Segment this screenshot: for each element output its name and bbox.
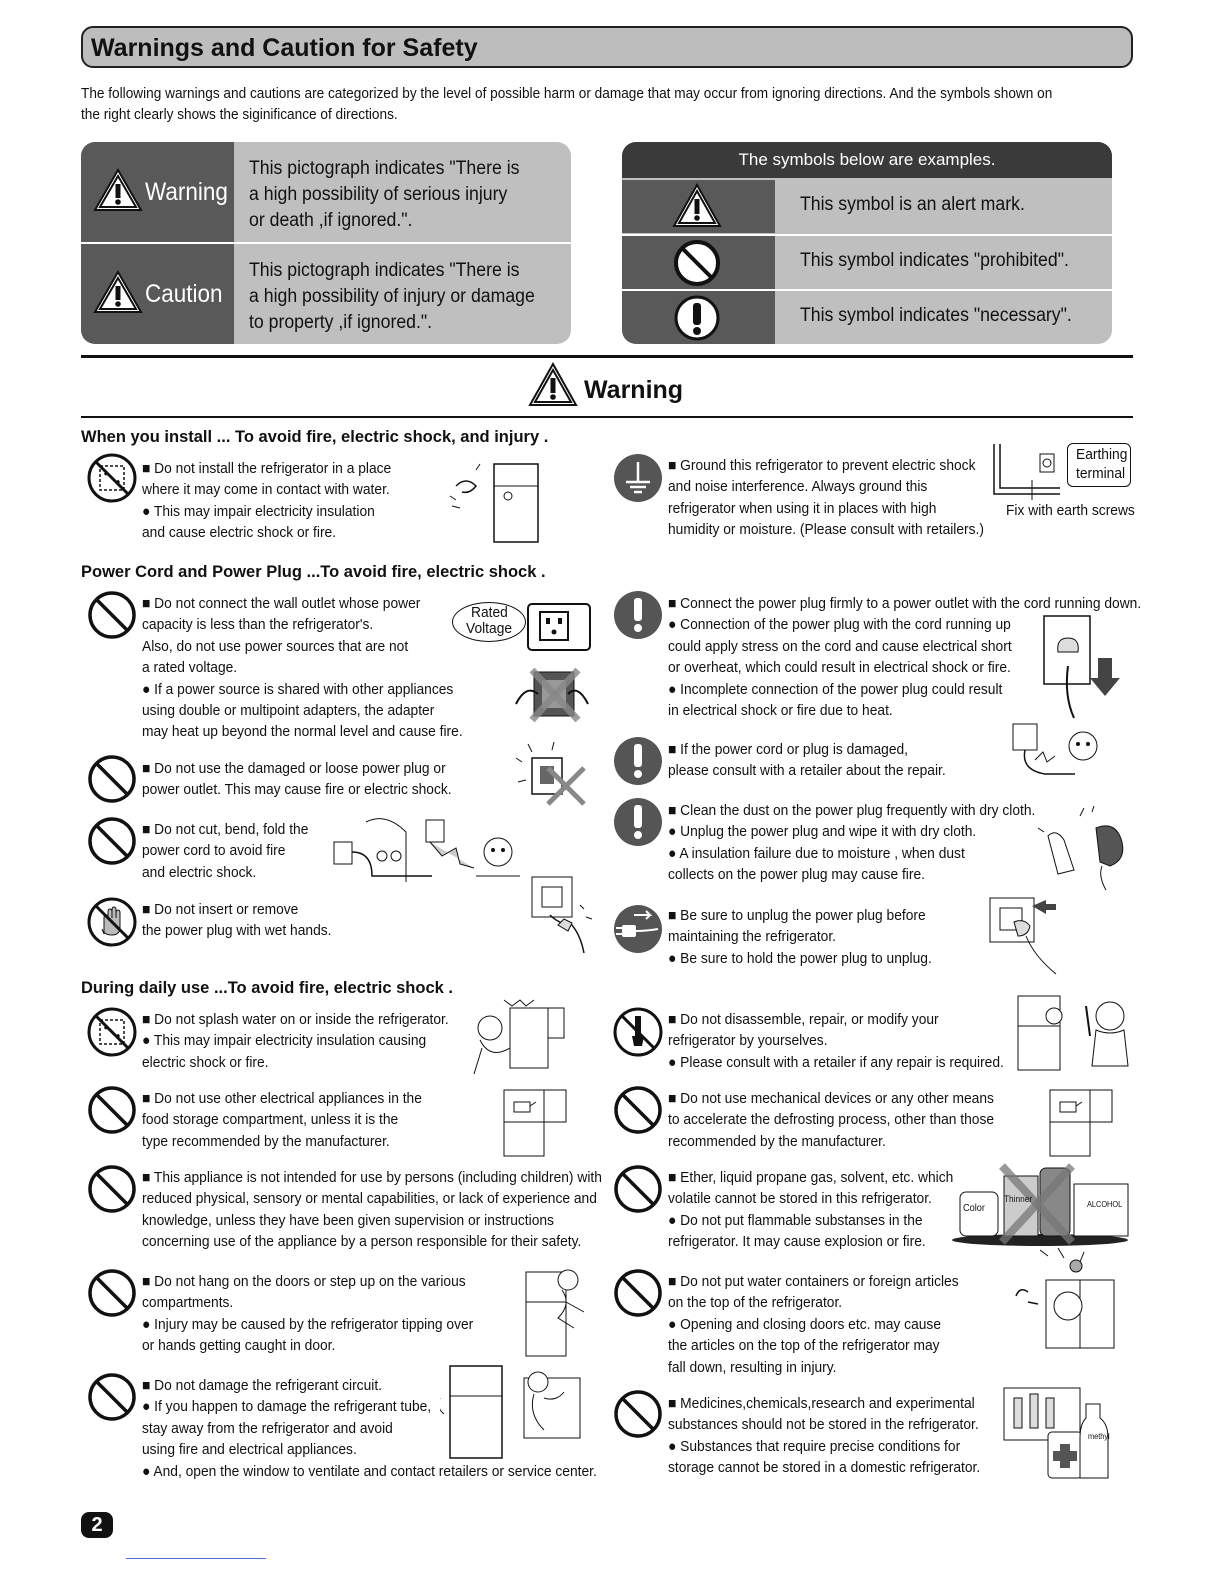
legend-caution-line: This pictograph indicates "There is: [249, 260, 520, 281]
necessary-icon: [672, 294, 722, 342]
item-line: ■ Connect the power plug firmly to a power outlet with the cord running down.: [668, 595, 1142, 612]
section-heading-power: Power Cord and Power Plug ...To avoid fire, electric shock .: [81, 563, 546, 581]
cord-bending-illustration: [326, 812, 520, 892]
item-line: ● This may impair electricity insulation causing: [142, 1032, 427, 1050]
item-line: volatile cannot be stored in this refrigerator.: [668, 1190, 932, 1208]
item-cord-bend: [142, 819, 308, 883]
item-line: ● This may impair electricity insulation: [142, 502, 375, 520]
prohibited-icon: [86, 1163, 138, 1215]
item-line: ■ Do not use other electrical appliances in the: [142, 1090, 422, 1107]
item-line: ● Opening and closing doors etc. may cause: [668, 1315, 941, 1333]
wipe-plug-illustration: [1036, 806, 1132, 890]
item-line: ■ This appliance is not intended for use by persons (including children) with: [142, 1169, 602, 1186]
item-line: maintaining the refrigerator.: [668, 928, 837, 946]
item-line: power outlet. This may cause fire or electric shock.: [142, 781, 452, 799]
item-wet-hands: [142, 899, 331, 942]
legend-warning-line: or death ,if ignored.".: [249, 210, 413, 231]
intro-text: [81, 84, 1053, 126]
warning-heading-text: Warning: [584, 376, 684, 404]
prohibited-icon: [612, 1084, 664, 1136]
item-line: ■ Ground this refrigerator to prevent electric shock: [668, 457, 976, 474]
item-line: ● Connection of the power plug with the cord running up: [668, 616, 1011, 634]
item-line: refrigerator. It may cause explosion or fire.: [668, 1233, 926, 1251]
prohibited-icon: [612, 1388, 664, 1440]
item-line: ● Substances that require precise conditions for: [668, 1437, 961, 1455]
prohibited-icon: [86, 1267, 138, 1319]
item-line: ■ Do not damage the refrigerant circuit.: [142, 1377, 382, 1394]
earthing-terminal-illustration: [990, 434, 1070, 504]
damaged-cord-illustration: [1005, 720, 1105, 786]
item-line: ● A insulation failure due to moisture , when dust: [668, 844, 965, 862]
prohibited-icon: [612, 1267, 664, 1319]
item-line: substances should not be stored in the refrigerator.: [668, 1416, 979, 1434]
item-damaged-plug: [142, 758, 452, 801]
refrigerant-leak-illustration: [440, 1358, 590, 1462]
divider: [81, 416, 1133, 418]
item-line: ● If a power source is shared with other appliances: [142, 680, 454, 698]
symbol-legend: [622, 142, 1112, 344]
earthing-terminal-callout: [1067, 443, 1131, 487]
item-line: ● Be sure to hold the power plug to unplug.: [668, 949, 932, 967]
item-line: refrigerator when using it in places with high: [668, 499, 937, 517]
item-line: food storage compartment, unless it is the: [142, 1111, 399, 1129]
item-line: ■ Do not connect the wall outlet whose power: [142, 595, 421, 612]
legend-caution-line: to property ,if ignored.".: [249, 312, 433, 333]
legend-caution-label-box: [81, 244, 234, 344]
appliance-in-fridge-illustration: [500, 1086, 570, 1158]
item-line: ■ Clean the dust on the power plug frequently with dry cloth.: [668, 802, 1036, 819]
symbol-row-necessary: [622, 291, 1112, 344]
legend-warning-line: This pictograph indicates "There is: [249, 158, 520, 179]
prohibited-icon: [612, 1163, 664, 1215]
callout-line: terminal: [1076, 465, 1126, 482]
symbol-row-icon-box: [622, 291, 775, 344]
alert-icon: [672, 183, 722, 229]
item-line: ■ Do not insert or remove: [142, 901, 299, 918]
defrost-device-illustration: [1046, 1086, 1116, 1158]
item-line: on the top of the refrigerator.: [668, 1294, 843, 1312]
item-ground: [668, 455, 984, 541]
prohibited-icon: [672, 239, 722, 287]
symbol-row-prohibited: [622, 236, 1112, 289]
item-line: in electrical shock or fire due to heat.: [668, 702, 893, 720]
item-medicines: [668, 1393, 980, 1479]
item-line: or hands getting caught in door.: [142, 1337, 336, 1355]
alert-icon: [93, 270, 143, 314]
no-water-splash-icon: [86, 1006, 138, 1058]
item-line: ■ Do not use mechanical devices or any other means: [668, 1090, 994, 1107]
item-line: ■ Do not put water containers or foreign articles: [668, 1273, 959, 1290]
page-number: 2: [81, 1512, 113, 1538]
item-line: ■ Do not use the damaged or loose power plug or: [142, 760, 446, 777]
item-line: could apply stress on the cord and cause electrical short: [668, 637, 1012, 655]
legend-caution-label: Caution: [145, 280, 223, 308]
item-unplug-maintenance: [668, 905, 932, 969]
legend-caution-text: [249, 258, 537, 336]
prohibited-icon: [86, 1084, 138, 1136]
item-line: reduced physical, sensory or mental capabilities, or lack of experience and: [142, 1190, 597, 1208]
water-splash-illustration: [446, 456, 542, 546]
no-water-contact-icon: [86, 452, 138, 504]
warning-heading: [528, 362, 728, 408]
item-line: ● Do not put flammable substanses in the: [668, 1211, 923, 1229]
ground-icon: [612, 452, 664, 504]
item-line: ■ Do not splash water on or inside the refrigerator.: [142, 1011, 449, 1028]
wet-hand-plug-illustration: [528, 875, 596, 957]
item-line: fall down, resulting in injury.: [668, 1358, 837, 1376]
item-line: Also, do not use power sources that are not: [142, 637, 409, 655]
item-line: ● Incomplete connection of the power plug could result: [668, 680, 1003, 698]
section-heading-install: When you install ... To avoid fire, electric shock, and injury .: [81, 428, 549, 446]
item-line: ● And, open the window to ventilate and contact retailers or service center.: [142, 1462, 597, 1480]
methyl-label: methyl: [1088, 1432, 1110, 1441]
section-heading-daily: During daily use ...To avoid fire, electric shock .: [81, 979, 453, 997]
symbol-row-text: This symbol is an alert mark.: [800, 194, 1025, 215]
item-defrost-devices: [668, 1088, 994, 1152]
prohibited-icon: [86, 753, 138, 805]
loose-plug-illustration: [510, 738, 590, 808]
footer-link-line: [126, 1558, 266, 1559]
item-power-capacity: [142, 593, 463, 743]
legend-warning-label: Warning: [145, 178, 228, 206]
prohibited-icon: [86, 1371, 138, 1423]
item-line: ● Unplug the power plug and wipe it with dry cloth.: [668, 823, 977, 841]
legend-warning-row: [81, 142, 571, 242]
unplug-hand-illustration: [986, 892, 1066, 976]
item-line: please consult with a retailer about the repair.: [668, 762, 946, 780]
item-line: ● Please consult with a retailer if any repair is required.: [668, 1053, 1004, 1071]
necessary-icon: [612, 796, 664, 848]
item-top-articles: [668, 1271, 959, 1378]
item-hang-doors: [142, 1271, 473, 1357]
repair-person-illustration: [1014, 986, 1132, 1072]
item-line: a rated voltage.: [142, 659, 238, 677]
item-line: type recommended by the manufacturer.: [142, 1132, 390, 1150]
color-can-label: Color: [963, 1203, 985, 1214]
intro-line-1: The following warnings and cautions are categorized by the level of possible harm or damage that may occur from ignoring directions. And the symbols shown on: [81, 86, 1053, 102]
item-line: ● If you happen to damage the refrigerant tube,: [142, 1398, 432, 1416]
legend-caution-line: a high possibility of injury or damage: [249, 286, 535, 307]
item-line: electric shock or fire.: [142, 1053, 269, 1071]
item-line: recommended by the manufacturer.: [668, 1132, 886, 1150]
item-splash-water: [142, 1009, 449, 1073]
item-damaged-cord-repair: [668, 739, 946, 782]
child-hanging-door-illustration: [522, 1262, 596, 1358]
item-line: ■ Do not hang on the doors or step up on the various: [142, 1273, 466, 1290]
page-title: Warnings and Caution for Safety: [91, 34, 478, 62]
symbol-legend-heading: The symbols below are examples.: [622, 142, 1112, 178]
unplug-icon: [612, 903, 664, 955]
item-line: may heat up beyond the normal level and cause fire.: [142, 723, 463, 741]
item-line: power cord to avoid fire: [142, 842, 286, 860]
item-line: ■ Do not cut, bend, fold the: [142, 821, 309, 838]
plug-cord-down-illustration: [1040, 612, 1126, 722]
item-line: ■ Ether, liquid propane gas, solvent, etc. which: [668, 1169, 954, 1186]
legend-warning-line: a high possibility of serious injury: [249, 184, 508, 205]
item-line: capacity is less than the refrigerator's.: [142, 616, 374, 634]
item-persons-capabilities: [142, 1167, 602, 1253]
item-line: humidity or moisture. (Please consult with retailers.): [668, 521, 984, 539]
item-flammable: [668, 1167, 953, 1253]
item-line: using fire and electrical appliances.: [142, 1441, 357, 1459]
symbol-row-text: This symbol indicates "prohibited".: [800, 250, 1069, 271]
item-line: and noise interference. Always ground this: [668, 478, 928, 496]
necessary-icon: [612, 735, 664, 787]
divider: [81, 355, 1133, 358]
callout-line: Voltage: [466, 620, 513, 637]
item-line: ■ Medicines,chemicals,research and experimental: [668, 1395, 975, 1412]
item-line: ■ Do not install the refrigerator in a place: [142, 460, 392, 477]
thinner-label: Thinner: [1004, 1194, 1033, 1204]
item-line: and cause electric shock or fire.: [142, 524, 337, 542]
no-wet-hands-icon: [86, 896, 138, 948]
item-line: using double or multipoint adapters, the adapter: [142, 702, 435, 720]
callout-line: Rated: [471, 604, 508, 621]
item-line: and electric shock.: [142, 863, 257, 881]
item-line: ■ Be sure to unplug the power plug before: [668, 907, 926, 924]
item-line: stay away from the refrigerator and avoid: [142, 1419, 393, 1437]
no-disassembly-icon: [612, 1006, 664, 1058]
item-other-appliances: [142, 1088, 422, 1152]
item-line: to accelerate the defrosting process, other than those: [668, 1111, 995, 1129]
legend-warning-text: [249, 156, 537, 234]
outlet-illustration: [526, 602, 592, 652]
item-line: knowledge, unless they have been given supervision or instructions: [142, 1211, 554, 1229]
item-line: compartments.: [142, 1294, 234, 1312]
item-line: storage cannot be stored in a domestic refrigerator.: [668, 1459, 981, 1477]
intro-line-2: the right clearly shows the siginificance of directions.: [81, 107, 398, 123]
item-disassemble: [668, 1009, 1004, 1073]
item-line: the power plug with wet hands.: [142, 922, 332, 940]
item-line: concerning use of the appliance by a person responsible for their safety.: [142, 1233, 582, 1251]
splash-refrigerator-illustration: [466, 998, 570, 1078]
page-title-box: [81, 26, 1133, 68]
item-clean-plug: [668, 800, 1035, 886]
symbol-row-text: This symbol indicates "necessary".: [800, 305, 1072, 326]
alert-icon: [93, 168, 143, 212]
legend-warning-label-box: [81, 142, 234, 242]
prohibited-icon: [86, 815, 138, 867]
rated-voltage-callout: [452, 602, 526, 642]
alcohol-label: ALCOHOL: [1087, 1200, 1123, 1209]
fix-screws-label: Fix with earth screws: [1006, 502, 1135, 519]
symbol-row-icon-box: [622, 180, 775, 233]
item-line: ● Injury may be caused by the refrigerator tipping over: [142, 1315, 474, 1333]
item-line: the articles on the top of the refrigerator may: [668, 1337, 940, 1355]
prohibited-icon: [86, 589, 138, 641]
callout-line: Earthing: [1076, 446, 1128, 463]
item-line: where it may come in contact with water.: [142, 481, 390, 499]
symbol-row-alert: [622, 180, 1112, 233]
multipoint-adapter-illustration: [512, 664, 592, 726]
necessary-icon: [612, 589, 664, 641]
item-line: or overheat, which could result in electrical shock or fire.: [668, 659, 1011, 677]
legend-caution-row: [81, 244, 571, 344]
falling-articles-illustration: [1010, 1246, 1120, 1350]
severity-legend: [81, 142, 571, 344]
item-line: refrigerator by yourselves.: [668, 1032, 828, 1050]
item-line: ■ Do not disassemble, repair, or modify your: [668, 1011, 939, 1028]
alert-icon: [528, 362, 578, 408]
item-install-water: [142, 458, 391, 544]
item-line: collects on the power plug may cause fire.: [668, 866, 925, 884]
symbol-row-icon-box: [622, 236, 775, 289]
item-line: ■ If the power cord or plug is damaged,: [668, 741, 909, 758]
